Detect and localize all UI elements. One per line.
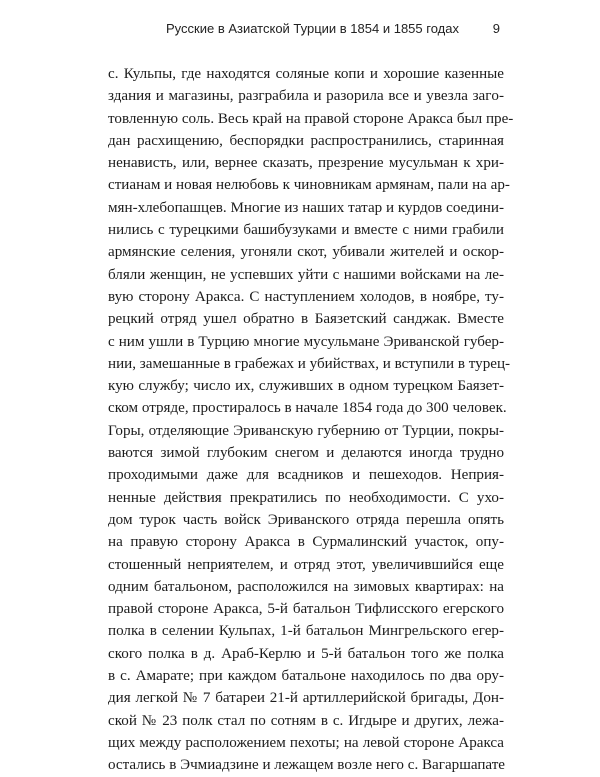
text-line: бляли женщин, не успевших уйти с нашими войсками на ле-: [108, 266, 504, 283]
text-line: с. Кульпы, где находятся соляные копи и хорошие казенные: [108, 66, 504, 82]
text-line: правой стороне Аракса, 5-й батальон Тифлисского егерского: [108, 601, 504, 618]
text-line: мян-хлебопашцев. Многие из наших татар и курдов соедини-: [108, 199, 504, 216]
text-line: ском отряде, простиралось в начале 1854 года до 300 человек.: [108, 400, 507, 417]
text-line: дом турок часть войск Эриванского отряда перешла опять: [108, 511, 504, 528]
running-title: Русские в Азиатской Турции в 1854 и 1855 годах: [166, 21, 459, 36]
text-line: товленную соль. Весь край на правой стороне Аракса был пре-: [108, 110, 514, 127]
text-line: в с. Амарате; при каждом батальоне находилось по два ору-: [108, 668, 504, 685]
text-line: здания и магазины, разграбила и разорила все и увезла загo-: [108, 88, 504, 105]
text-line: армянские селения, угоняли скот, убивали жителей и оскор-: [108, 244, 504, 261]
text-line: щих между расположением пехоты; на левой стороне Аракса: [108, 734, 504, 751]
text-line: дия легкой № 7 батареи 21-й артиллерийской бригады, Дон-: [108, 690, 504, 707]
text-line: рецкий отряд ушел обратно в Баязетский санджак. Вместе: [108, 311, 504, 328]
text-line: ваются зимой глубоким снегом и делаются иногда трудно: [108, 445, 504, 462]
text-line: ненависть, или, вернее сказать, презрение мусульман к хри-: [108, 155, 504, 172]
text-line: ского полка в д. Араб-Керлю и 5-й батальон того же полка: [108, 645, 504, 662]
text-line: стианам и новая нелюбовь к чиновникам армянам, пали на ар-: [108, 177, 510, 194]
text-line: дан расхищению, беспорядки распространились, старинная: [108, 132, 504, 149]
text-line: кую службу; число их, служивших в одном турецком Баязет-: [108, 378, 504, 395]
text-line: Горы, отделяющие Эриванскую губернию от Турции, покры-: [108, 422, 504, 439]
running-header: [108, 21, 500, 41]
text-line: остались в Эчмиадзине и лежащем возле него с. Вагаршапате: [108, 757, 505, 774]
text-line: проходимыми даже для всадников и пешеходов. Неприя-: [108, 467, 504, 484]
text-line: нились с турецкими башибузуками и вместе с ними грабили: [108, 222, 504, 239]
text-line: стошенный неприятелем, и отряд этот, увеличившийся еще: [108, 556, 504, 573]
text-line: полка в селении Кульпах, 1-й батальон Мингрельского егер-: [108, 623, 504, 640]
text-line: с ним ушли в Турцию многие мусульмане Эриванской губер-: [108, 333, 504, 350]
text-line: ненные действия прекратились по необходимости. С ухо-: [108, 489, 504, 506]
text-line: вую сторону Аракса. С наступлением холодов, в ноябре, ту-: [108, 288, 504, 305]
text-line: ской № 23 полк стал по сотням в с. Игдыре и других, лежа-: [108, 712, 504, 729]
body-text: [108, 63, 514, 777]
text-line: нии, замешанные в грабежах и убийствах, и вступили в турец-: [108, 355, 511, 372]
page-number: 9: [492, 21, 500, 36]
text-line: одним батальоном, расположился на зимовых квартирах: на: [108, 578, 504, 595]
text-line: на правую сторону Аракса в Сурмалинский участок, опу-: [108, 534, 504, 551]
